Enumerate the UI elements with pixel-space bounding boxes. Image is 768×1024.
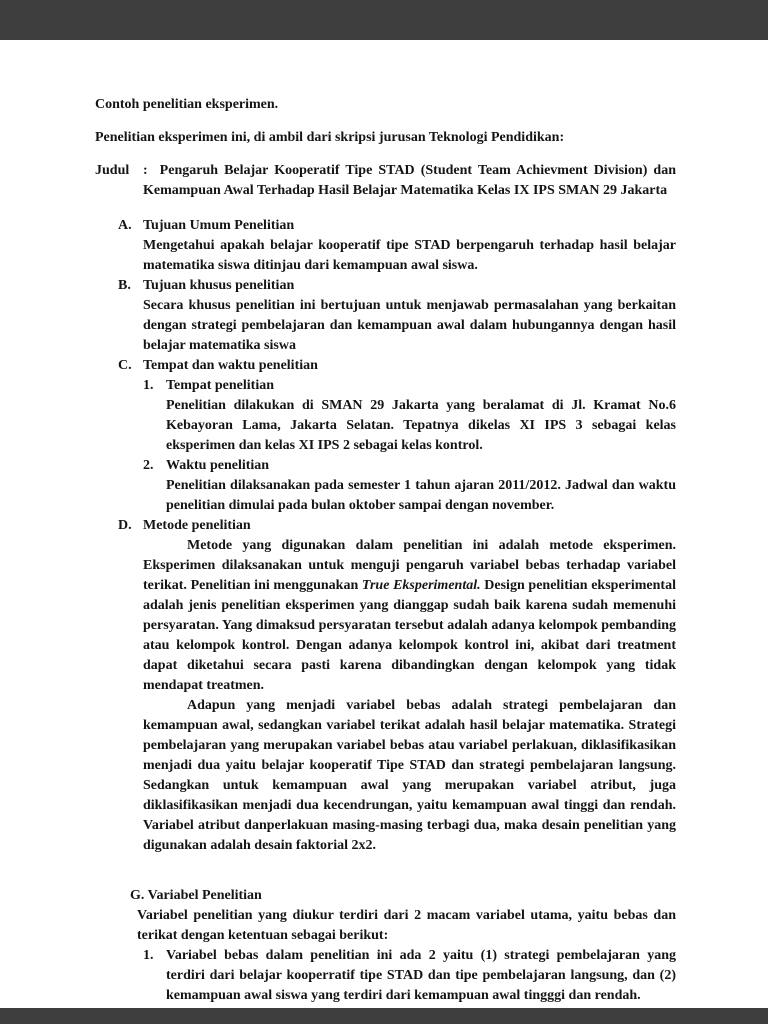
- section-b-label: B.: [118, 278, 131, 293]
- section-d-paragraph-2: Adapun yang menjadi variabel bebas adalah strategi pembelajaran dan kemampuan awal, sedangkan variabel terikat adalah hasil belajar matematika. Strategi pembelajaran yang merupakan variabel bebas atau variabel perlakuan, diklasifikasikan menjadi dua yaitu belajar kooperatif Tipe STAD dan strategi pembelajaran langsung. Sedangkan untuk kemampuan awal yang merupakan variabel atribut, juga diklasifikasikan menjadi dua kecendrungan, yaitu kemampuan awal tinggi dan rendah. Variabel atribut danperlakuan masing-masing terbagi dua, maka desain penelitian yang digunakan adalah desain faktorial 2x2.: [143, 698, 676, 853]
- section-c-title: Tempat dan waktu penelitian: [143, 358, 318, 373]
- section-c-item-1-content: [166, 376, 676, 456]
- doc-heading: Contoh penelitian eksperimen.: [95, 97, 279, 112]
- doc-source-line: Penelitian eksperimen ini, di ambil dari skripsi jurusan Teknologi Pendidikan:: [95, 130, 565, 145]
- section-c-item-2-content: [166, 456, 676, 516]
- document-page: [0, 40, 768, 1008]
- section-c-item-1-title: Tempat penelitian: [166, 378, 274, 393]
- section-b-body: Secara khusus penelitian ini bertujuan untuk menjawab permasalahan yang berkaitan dengan strategi pembelajaran dan kemampuan awal dalam hubungannya dengan hasil belajar matematika siswa: [143, 298, 676, 353]
- section-c-item-2-label: 2.: [143, 458, 154, 473]
- section-c-item-2: [143, 456, 676, 516]
- section-b: [95, 276, 676, 356]
- section-g-item-1: [143, 946, 676, 1006]
- judul-text-block: [143, 161, 676, 201]
- section-c-item-1-body: Penelitian dilakukan di SMAN 29 Jakarta yang beralamat di Jl. Kramat No.6 Kebayoran Lama, Jakarta Selatan. Tepatnya dikelas XI IPS 3 sebagai kelas eksperimen dan kelas XI IPS 2 sebagai kelas kontrol.: [166, 398, 676, 453]
- judul-title-text: Pengaruh Belajar Kooperatif Tipe STAD (Student Team Achievment Division) dan Kemampuan Awal Terhadap Hasil Belajar Matematika Kelas IX IPS SMAN 29 Jakarta: [143, 163, 676, 198]
- section-c-content: [143, 356, 676, 516]
- section-d-content: [143, 516, 676, 856]
- section-d-paragraph-1-tail: Design penelitian eksperimental adalah jenis penelitian eksperimen yang dianggap sudah baik karena sudah memenuhi persyaratan. Yang dimaksud persyaratan tersebut adalah adanya kelompok pembanding atau kelompok kontrol. Dengan adanya kelompok kontrol ini, akibat dari treatment dapat diketahui secara pasti karena dibandingkan dengan kelompok yang tidak mendapat treatmen.: [143, 578, 676, 693]
- section-c-item-2-title: Waktu penelitian: [166, 458, 270, 473]
- section-g-item-1-label: 1.: [143, 948, 154, 963]
- section-d-title: Metode penelitian: [143, 518, 251, 533]
- section-g-item-1-body: Variabel bebas dalam penelitian ini ada 2 yaitu (1) strategi pembelajaran yang terdiri dari belajar kooperratif tipe STAD dan tipe pembelajaran langsung, dan (2) kemampuan awal siswa yang terdiri dari kemampuan awal tingggi dan rendah.: [166, 948, 676, 1003]
- judul-separator: :: [143, 163, 148, 178]
- section-g-heading: G. Variabel Penelitian: [130, 888, 262, 903]
- section-b-content: [143, 276, 676, 356]
- letterbox-bottom: [0, 1008, 768, 1024]
- judul-label: Judul: [95, 163, 130, 178]
- section-a-title: Tujuan Umum Penelitian: [143, 218, 295, 233]
- section-a-label: A.: [118, 218, 132, 233]
- section-d-label: D.: [118, 518, 132, 533]
- section-d-paragraph-1-italic: True Eksperimental.: [361, 578, 481, 593]
- section-c-item-1: [143, 376, 676, 456]
- section-c: [95, 356, 676, 516]
- section-d-paragraph-1-lead: Metode yang digunakan dalam penelitian ini adalah metode eksperimen. Eksperimen dilaksanakan untuk menguji pengaruh variabel bebas terhadap variabel terikat. Penelitian ini menggunakan: [143, 538, 676, 593]
- section-d-paragraph-1: [143, 536, 676, 696]
- judul-block: [95, 161, 676, 201]
- letterbox-top: [0, 0, 768, 40]
- section-a-content: [143, 216, 676, 276]
- section-a-body: Mengetahui apakah belajar kooperatif tipe STAD berpengaruh terhadap hasil belajar matematika siswa ditinjau dari kemampuan awal siswa.: [143, 238, 676, 273]
- section-c-item-1-label: 1.: [143, 378, 154, 393]
- section-g: [95, 886, 676, 1006]
- section-c-item-2-body: Penelitian dilaksanakan pada semester 1 tahun ajaran 2011/2012. Jadwal dan waktu penelitian dimulai pada bulan oktober sampai dengan november.: [166, 478, 676, 513]
- section-d: [95, 516, 676, 856]
- section-g-intro: Variabel penelitian yang diukur terdiri dari 2 macam variabel utama, yaitu bebas dan terikat dengan ketentuan sebagai berikut:: [137, 908, 676, 943]
- section-a: [95, 216, 676, 276]
- section-c-label: C.: [118, 358, 132, 373]
- section-b-title: Tujuan khusus penelitian: [143, 278, 295, 293]
